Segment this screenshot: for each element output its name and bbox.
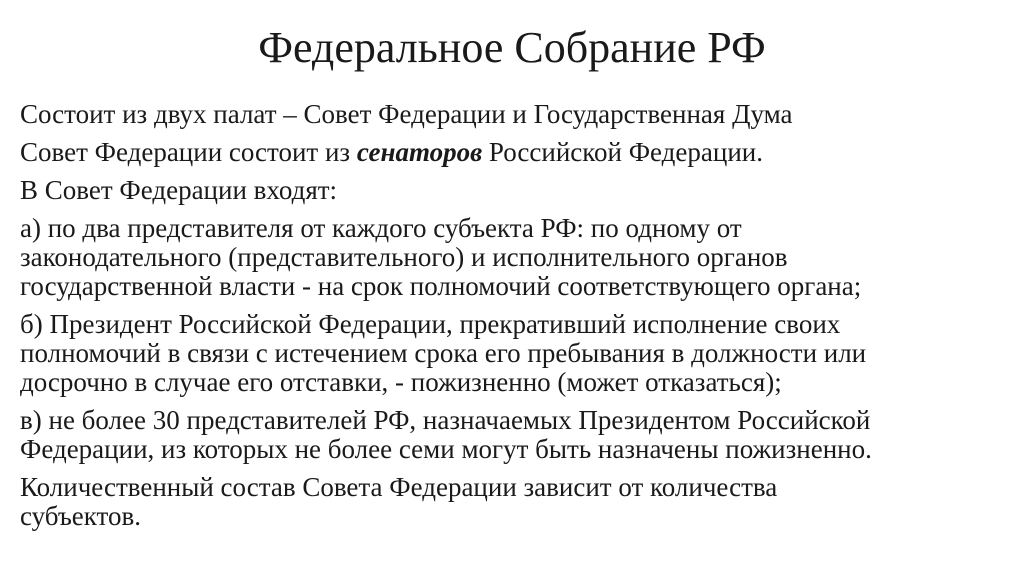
slide-title: Федеральное Собрание РФ <box>258 23 766 72</box>
item-b-line: полномочий в связи с истечением срока его пребывания в должности или <box>20 338 867 368</box>
item-b-line: досрочно в случае его отставки, - пожизненно (может отказаться); <box>20 367 782 397</box>
item-a-line: государственной власти - на срок полномочий соответствующего органа; <box>20 271 862 301</box>
senators-text-after: Российской Федерации. <box>482 137 763 167</box>
item-a-line: а) по два представителя от каждого субъекта РФ: по одному от <box>20 213 742 243</box>
item-v-line: Федерации, из которых не более семи могут быть назначены пожизненно. <box>20 434 872 464</box>
composition-line: субъектов. <box>20 501 141 531</box>
paragraph-senators <box>20 138 1010 167</box>
paragraph-item-b <box>20 310 1010 397</box>
senators-emphasis: сенаторов <box>356 137 483 167</box>
item-b-line: б) Президент Российской Федерации, прекративший исполнение своих <box>20 309 841 339</box>
slide-body <box>20 100 1010 540</box>
paragraph-composition <box>20 473 1010 531</box>
paragraph-members-intro: В Совет Федерации входят: <box>20 175 338 205</box>
senators-text-before: Совет Федерации состоит из <box>20 137 357 167</box>
item-a-line: законодательного (представительного) и исполнительного органов <box>20 242 788 272</box>
composition-line: Количественный состав Совета Федерации зависит от количества <box>20 472 778 502</box>
item-v-line: в) не более 30 представителей РФ, назначаемых Президентом Российской <box>20 405 871 435</box>
paragraph-chambers: Состоит из двух палат – Совет Федерации и Государственная Дума <box>20 99 793 129</box>
paragraph-item-v <box>20 406 1010 464</box>
paragraph-item-a <box>20 214 1010 301</box>
